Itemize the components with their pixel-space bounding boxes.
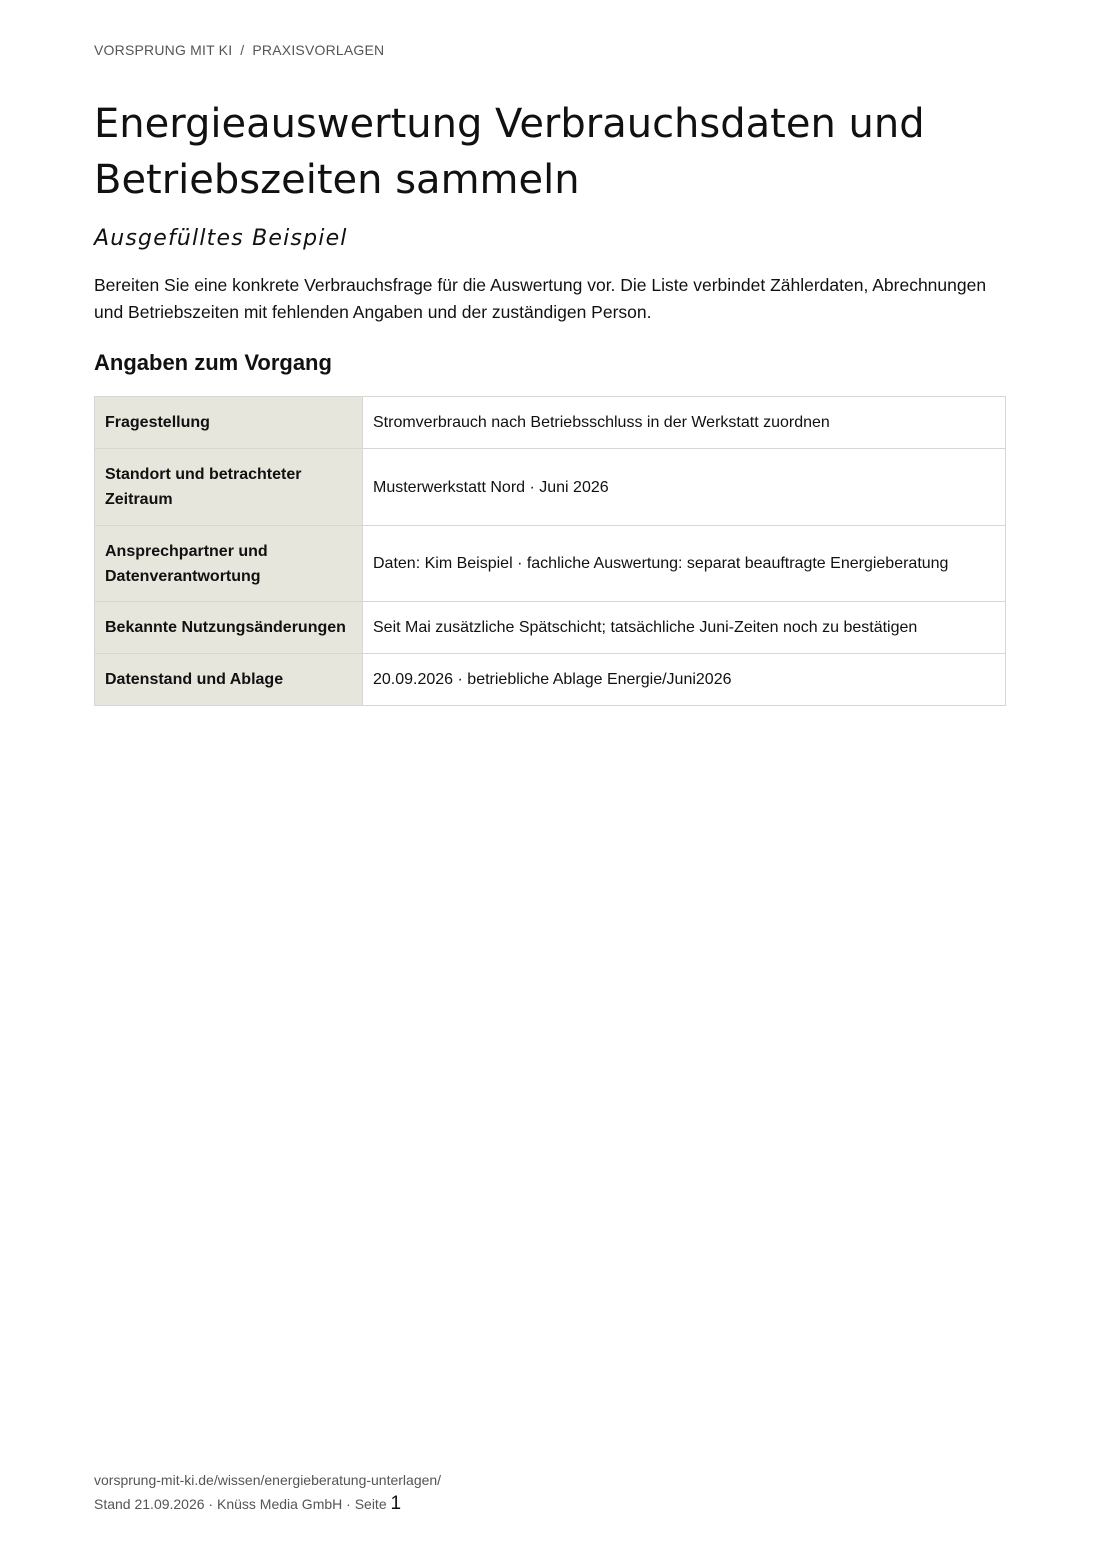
breadcrumb [94,42,384,58]
page-title: Energieauswertung Verbrauchsdaten und Betriebszeiten sammeln [94,101,925,203]
details-table [94,396,1006,706]
row-value: 20.09.2026 · betriebliche Ablage Energie/Juni2026 [363,654,1006,706]
page-subtitle: Ausgefülltes Beispiel [94,226,348,251]
row-value: Seit Mai zusätzliche Spätschicht; tatsächliche Juni-Zeiten noch zu bestätigen [363,602,1006,654]
breadcrumb-item-vorsprung: VORSPRUNG MIT KI [94,42,233,58]
table-row [95,602,1006,654]
page-footer [94,1468,441,1516]
row-value: Musterwerkstatt Nord · Juni 2026 [363,449,1006,526]
footer-stand-line [94,1492,441,1516]
row-label: Fragestellung [95,397,363,449]
row-label: Standort und betrachteter Zeitraum [95,449,363,526]
section-heading: Angaben zum Vorgang [94,350,332,375]
intro-paragraph: Bereiten Sie eine konkrete Verbrauchsfrage für die Auswertung vor. Die Liste verbindet Zählerdaten, Abrechnungen und Betriebszeiten mit fehlenden Angaben und der zuständigen Person. [94,275,987,322]
breadcrumb-item-praxisvorlagen: PRAXISVORLAGEN [252,42,385,58]
footer-url: vorsprung-mit-ki.de/wissen/energieberatung-unterlagen/ [94,1472,442,1488]
table-row [95,654,1006,706]
row-value: Stromverbrauch nach Betriebsschluss in der Werkstatt zuordnen [363,397,1006,449]
table-row [95,397,1006,449]
page-number: 1 [390,1493,402,1514]
row-label: Datenstand und Ablage [95,654,363,706]
table-row [95,526,1006,602]
row-value: Daten: Kim Beispiel · fachliche Auswertung: separat beauftragte Energieberatung [363,526,1006,602]
row-label: Bekannte Nutzungsänderungen [95,602,363,654]
table-row [95,449,1006,526]
breadcrumb-separator: / [240,42,245,58]
row-label: Ansprechpartner und Datenverantwortung [95,526,363,602]
footer-stand: Stand 21.09.2026 · Knüss Media GmbH · Seite [94,1496,387,1512]
